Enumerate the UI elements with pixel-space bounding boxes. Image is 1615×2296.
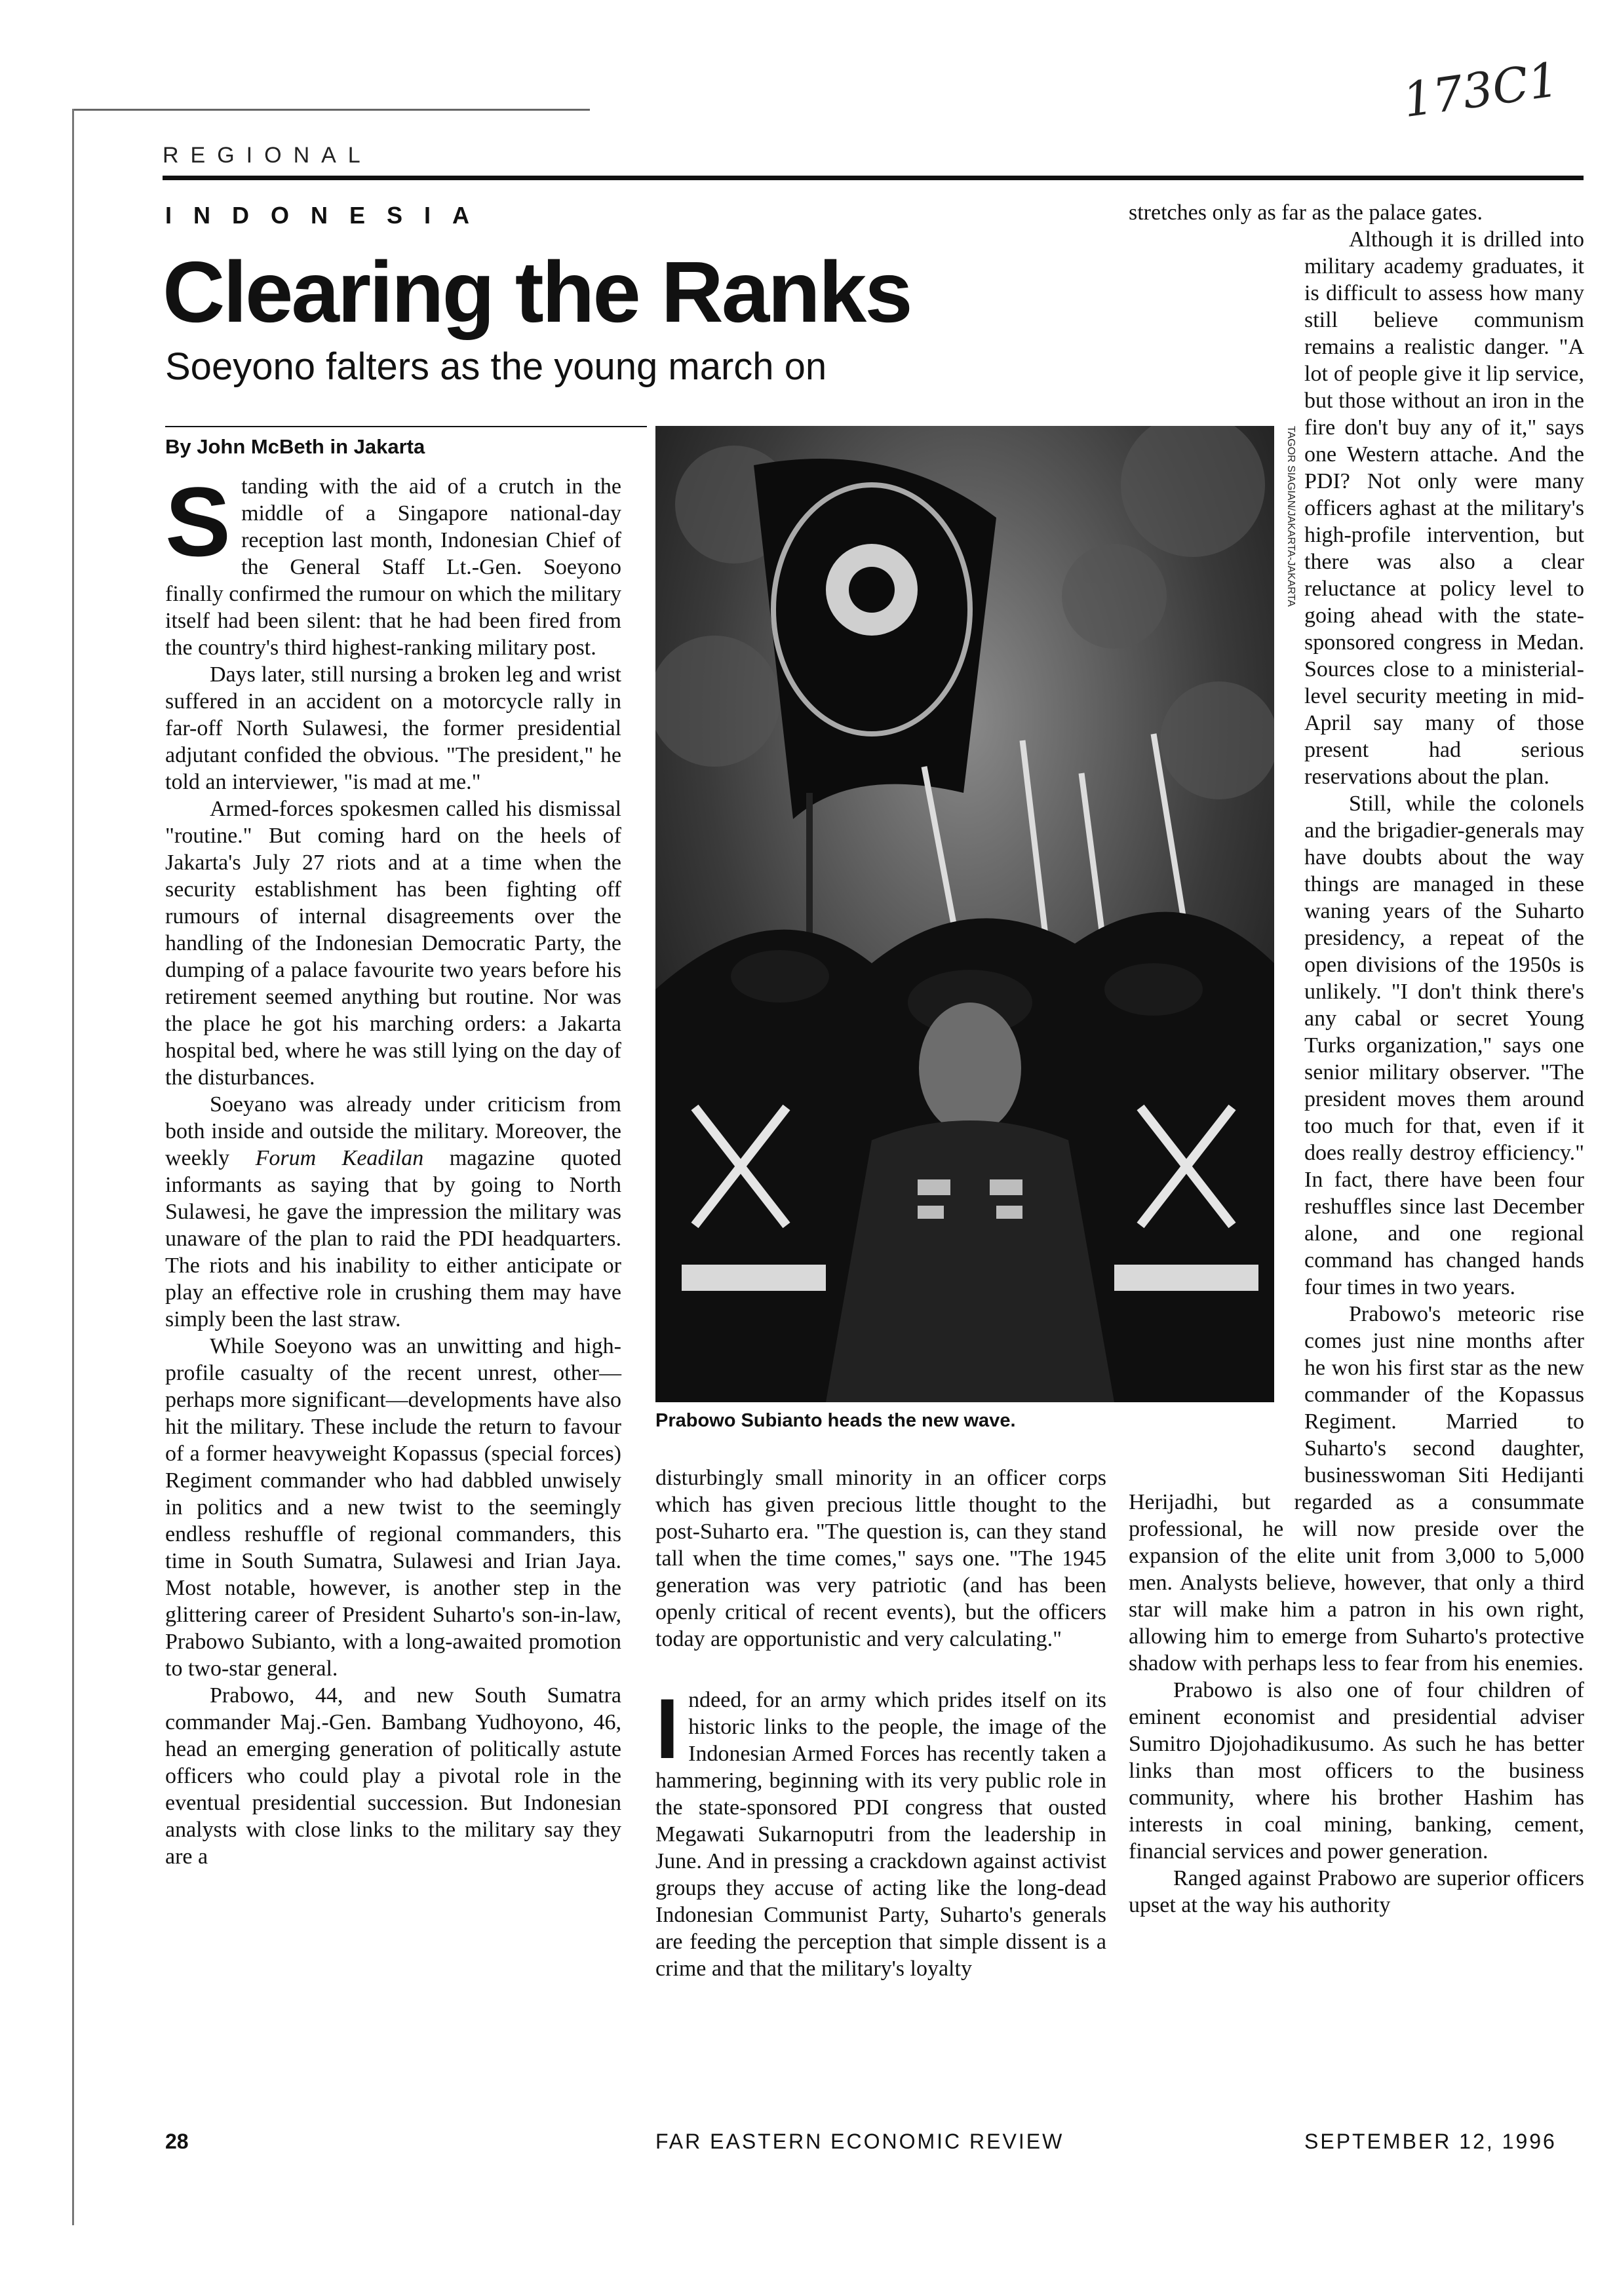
- col3-paragraph-1: stretches only as far as the palace gates.: [1129, 201, 1483, 225]
- col1-paragraph-6: Prabowo, 44, and new South Sumatra commander Maj.-Gen. Bambang Yudhoyono, 46, head an emerging generation of politically astute officers who could play a pivotal role in the eventual presidential succession. But Indonesian analysts with close links to the military say they are a: [165, 1683, 621, 1869]
- col3-paragraph-2: Although it is drilled into military academy graduates, it is difficult to assess how many still believe communism remains a realistic danger. "A lot of people give it lip service, but those without an iron in the fire don't buy any of it," says one Western attache. And the PDI? Not only were many officers aghast at the military's high-profile intervention, but there was also a clear reluctance at policy level to going ahead with the state-sponsored congress in Medan. Sources close to a ministerial-level security meeting in mid-April say many of those present had serious reservations about the plan.: [1304, 227, 1584, 789]
- col1-paragraph-5: While Soeyono was an unwitting and high-profile casualty of the recent unrest, other—perhaps more significant—developments have also hit the military. These include the return to favour of a former heavyweight Kopassus (special forces) Regiment commander who had dabbled unwisely in politics and a new twist to the seemingly endless reshuffle of regional commanders, this time in South Sumatra, Sulawesi and Irian Jaya. Most notable, however, is another step in the glittering career of President Suharto's son-in-law, Prabowo Subianto, with a long-awaited promotion to two-star general.: [165, 1334, 621, 1681]
- page-frame-top-line: [72, 109, 590, 111]
- photo-wrap-space: [1129, 280, 1304, 1476]
- publication-name: FAR EASTERN ECONOMIC REVIEW: [655, 2130, 1064, 2153]
- col3-paragraph-3: Still, while the colonels and the brigadier-generals may have doubts about the way things are managed in these waning years of the Suharto presidency, a repeat of the open divisions of the 1950s is unlikely. "I don't think there's any cabal or secret Young Turks organization," says one senior military observer. "The president moves them around too much for that, even if it does really destroy efficiency." In fact, there have been four reshuffles since last December alone, and one regional command has changed hands four times in two years.: [1304, 792, 1584, 1299]
- magazine-name: Forum Keadilan: [255, 1146, 424, 1170]
- article-column-1: [165, 467, 622, 1870]
- drop-cap-i: I: [655, 1681, 680, 1776]
- article-column-2: [655, 1464, 1106, 1982]
- col2-paragraph-1: disturbingly small minority in an officer corps which has given precious little thought to the post-Suharto era. "The question is, can they stand tall when the time comes," says one. "The 1945 generation was very patriotic (and has been openly critical of recent events), but the officers today are opportunistic and very calculating.": [655, 1466, 1106, 1651]
- col2-paragraph-2: Indeed, for an army which prides itself on its historic links to the people, the image of the Indonesian Armed Forces has recently taken a hammering, beginning with its very public role in the state-sponsored PDI congress that ousted Megawati Sukarnoputri from the leadership in June. And in pressing a crackdown against activist groups they accuse of acting like the long-dead Indonesian Communist Party, Suharto's generals are feeding the perception that simple dissent is a crime and that the military's loyalty: [655, 1681, 1106, 1981]
- col3-paragraph-4: Prabowo's meteoric rise comes just nine months after he won his first star as the new commander of the Kopassus Regiment. Married to Suharto's second daughter, businesswoman Siti Hedijanti Herijadhi, but regarded as a consummate professional, he will now preside over the expansion of the elite unit from 3,000 to 5,000 men. Analysts believe, however, that only a third star will make him a patron in his own right, allowing him to emerge from Suharto's protective shadow with perhaps less to fear from his enemies.: [1129, 1302, 1584, 1675]
- country-label: INDONESIA: [165, 202, 492, 229]
- byline-rule: [165, 426, 647, 427]
- col1-paragraph-4: Soeyano was already under criticism from both inside and outside the military. Moreover, the weekly Forum Keadilan magazine quoted informants as saying that by going to North Sulawesi, he gave the impression the military was unaware of the plan to raid the PDI headquarters. The riots and his inability to either anticipate or play an effective role in crushing them may have simply been the last straw.: [165, 1092, 622, 1331]
- drop-cap-s: S: [165, 467, 231, 577]
- issue-date: SEPTEMBER 12, 1996: [1304, 2130, 1557, 2153]
- col1-paragraph-1: Standing with the aid of a crutch in the middle of a Singapore national-day reception last month, Indonesian Chief of the General Staff Lt.-Gen. Soeyono finally confirmed the rumour on which the military itself had been silent: that he had been fired from the country's third highest-ranking military post.: [165, 467, 621, 660]
- byline: By John McBeth in Jakarta: [165, 435, 425, 458]
- handwritten-note: 173C1: [1399, 51, 1563, 128]
- article-column-3: [1129, 199, 1584, 1919]
- col1-paragraph-3: Armed-forces spokesmen called his dismissal "routine." But coming hard on the heels of Jakarta's July 27 riots and at a time when the security establishment has been fighting off rumours of internal disagreements over the handling of the Indonesian Democratic Party, the dumping of a palace favourite two years before his retirement seemed anything but routine. Nor was the place he got his marching orders: a Jakarta hospital bed, where he was still lying on the day of the disturbances.: [165, 797, 621, 1090]
- photo-caption: Prabowo Subianto heads the new wave.: [655, 1410, 1016, 1431]
- col3-paragraph-6: Ranged against Prabowo are superior officers upset at the way his authority: [1129, 1866, 1584, 1917]
- page-number: 28: [165, 2130, 189, 2153]
- col1-paragraph-2: Days later, still nursing a broken leg and wrist suffered in an accident on a motorcycle rally in far-off North Sulawesi, the former presidential adjutant confided the obvious. "The president," he told an interviewer, "is mad at me.": [165, 662, 621, 794]
- section-label: REGIONAL: [163, 143, 372, 168]
- col3-paragraph-5: Prabowo is also one of four children of eminent economist and presidential adviser Sumitro Djojohadikusumo. As such he has better links than most officers to the business community, where his brother Hashim has interests in coal mining, banking, cement, financial services and power generation.: [1129, 1678, 1584, 1864]
- photo-credit: TAGOR SIAGIAN/JAKARTA-JAKARTA: [1285, 426, 1296, 607]
- article-dek: Soeyono falters as the young march on: [165, 345, 827, 388]
- section-rule: [163, 176, 1584, 180]
- article-title: Clearing the Ranks: [163, 244, 911, 340]
- page-frame-left-line: [72, 109, 74, 2225]
